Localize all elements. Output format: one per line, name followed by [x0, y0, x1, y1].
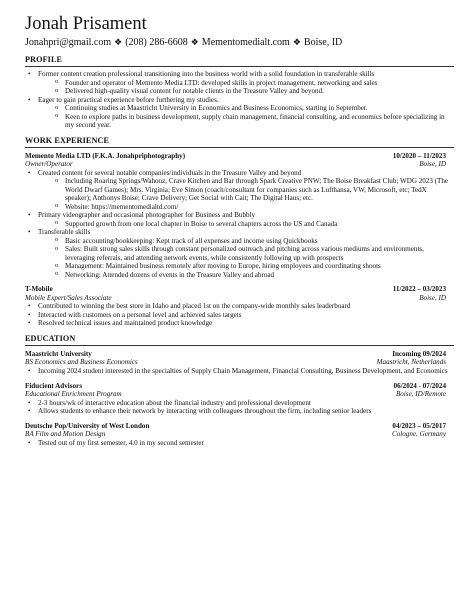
dates: 06/2024 - 07/2024: [393, 381, 446, 390]
entry-location: Boise, ID: [419, 160, 446, 169]
entry-location: Boise, ID: [419, 293, 446, 302]
bullet-item: • Interacted with customers on a personal level and achieved sales targets: [25, 311, 454, 320]
sub-bullet-item: o Keen to explore paths in business development, supply chain management, financial consulting, and economics before specializing in my second year.: [25, 113, 454, 130]
phone: (208) 286-6608: [125, 37, 188, 48]
education-entries: [25, 350, 454, 448]
dates: 10/2020 – 11/2023: [392, 151, 446, 160]
entry: [25, 422, 454, 448]
entry-bullets: [25, 302, 454, 328]
entry-location: Cologne, Germany: [392, 430, 446, 439]
sub-bullet-item: o Delivered high-quality visual content for notable clients in the Treasure Valley and beyond.: [25, 87, 454, 96]
contact-line: [25, 36, 454, 49]
entry-bullets: [25, 367, 454, 376]
diamond-separator-icon: ❖: [292, 37, 301, 47]
entry: [25, 285, 454, 328]
entry-location: Maastricht, Netherlands: [376, 358, 446, 367]
entry-bullets: [25, 399, 454, 416]
role: BA Film and Motion Design: [25, 430, 106, 439]
section-heading-profile: PROFILE: [25, 55, 454, 67]
entry: [25, 350, 454, 376]
bullet-item: • Created content for several notable companies/individuals in the Treasure Valley and beyond: [25, 169, 454, 178]
section-heading-experience: WORK EXPERIENCE: [25, 136, 454, 148]
entry-header: [25, 152, 454, 161]
sub-bullet-item: o Continuing studies at Maastricht University in Economics and Business Economics, starting in September.: [25, 104, 454, 113]
organization: T-Mobile: [25, 285, 53, 294]
bullet-item: • Contributed to winning the best store in Idaho and placed 1st on the company-wide monthly sales leaderboard: [25, 302, 454, 311]
organization: Deutsche Pop/University of West London: [25, 421, 150, 430]
dates: 04/2023 – 05/2017: [392, 421, 446, 430]
organization: Memento Media LTD (F.K.A. Jonahpriphotography): [25, 151, 186, 160]
entry-subheader: [25, 430, 454, 439]
entry-bullets: [25, 439, 454, 448]
entry-bullets: [25, 169, 454, 280]
entry-subheader: [25, 390, 454, 399]
location: Boise, ID: [303, 37, 343, 48]
organization: Maastricht University: [25, 349, 92, 358]
entry-subheader: [25, 358, 454, 367]
diamond-separator-icon: ❖: [114, 37, 123, 47]
email: Jonahpri@gmail.com: [25, 37, 112, 48]
bullet-item: • Transferable skills: [25, 228, 454, 237]
organization: Fiducient Advisors: [25, 381, 82, 390]
entry-location: Boise, ID/Remote: [395, 390, 446, 399]
entry-header: [25, 382, 454, 391]
sub-bullet-item: o Sales: Built strong sales skills through constant personalized outreach and pitching across various mediums and environments, leveraging referrals, and attending network events, while consistently following up with prospects: [25, 245, 454, 262]
website: Mementomedialt.com: [201, 37, 290, 48]
diamond-separator-icon: ❖: [190, 37, 199, 47]
sub-bullet-item: o Networking: Attended dozens of events in the Treasure Valley and abroad: [25, 271, 454, 280]
sub-bullet-item: o Website: https://mementomedialtd.com/: [25, 203, 454, 212]
sub-bullet-item: o Supported growth from one local chapter in Boise to several chapters across the US and Canada: [25, 220, 454, 229]
entry: [25, 382, 454, 416]
role: Educational Enrichment Program: [25, 390, 122, 399]
profile-list: [25, 70, 454, 130]
sub-bullet-item: o Management: Maintained business remotely after moving to Europe, hiring employees and coordinating shoots: [25, 262, 454, 271]
bullet-item: • 2-3 hours/wk of interactive education about the financial industry and professional development: [25, 399, 454, 408]
bullet-item: • Former content creation professional transitioning into the business world with a solid foundation in transferable skills: [25, 70, 454, 79]
sub-bullet-item: o Including Roaring Springs/Wahooz, Crave Kitchen and Bar through Spark Creative PNW; The Boise Breakfast Club; WDG 2023 (The World Dwarf Games); Mrs. Virginia; Eve Simon (coach/consultant for companies such as Lufthansa, VW, Microsoft, etc; TedX speaker); Anthonys Boise; Crave Delivery; Get Social with Cait; The Digital Haus; etc.: [25, 177, 454, 203]
section-heading-education: EDUCATION: [25, 334, 454, 346]
entry-header: [25, 422, 454, 431]
bullet-item: • Incoming 2024 student interested in the specialties of Supply Chain Management, Financial Consulting, Business Development, and Economics: [25, 367, 454, 376]
entry-header: [25, 285, 454, 294]
sub-bullet-item: o Basic accounting/bookkeeping: Kept track of all expenses and income using Quickbooks: [25, 237, 454, 246]
bullet-item: • Allows students to enhance their network by interacting with colleagues throughout the firm, including senior leaders: [25, 407, 454, 416]
sub-bullet-item: o Founder and operator of Memento Media LTD: developed skills in project management, networking and sales: [25, 79, 454, 88]
bullet-item: • Resolved technical issues and maintained product knowledge: [25, 319, 454, 328]
dates: Incoming 09/2024: [392, 349, 446, 358]
dates: 11/2022 – 03/2023: [392, 285, 446, 294]
role: Mobile Expert/Sales Associate: [25, 293, 112, 302]
bullet-item: • Primary videographer and occasional photographer for Business and Bubbly: [25, 211, 454, 220]
entry-header: [25, 350, 454, 359]
role: Owner/Operator: [25, 160, 73, 169]
experience-entries: [25, 152, 454, 328]
entry: [25, 152, 454, 280]
entry-subheader: [25, 160, 454, 169]
bullet-item: • Eager to gain practical experience before furthering my studies.: [25, 96, 454, 105]
bullet-item: • Tested out of my first semester, 4.0 in my second semester: [25, 439, 454, 448]
candidate-name: Jonah Prisament: [25, 14, 147, 34]
entry-subheader: [25, 294, 454, 303]
role: BS Economics and Business Economics: [25, 358, 138, 367]
